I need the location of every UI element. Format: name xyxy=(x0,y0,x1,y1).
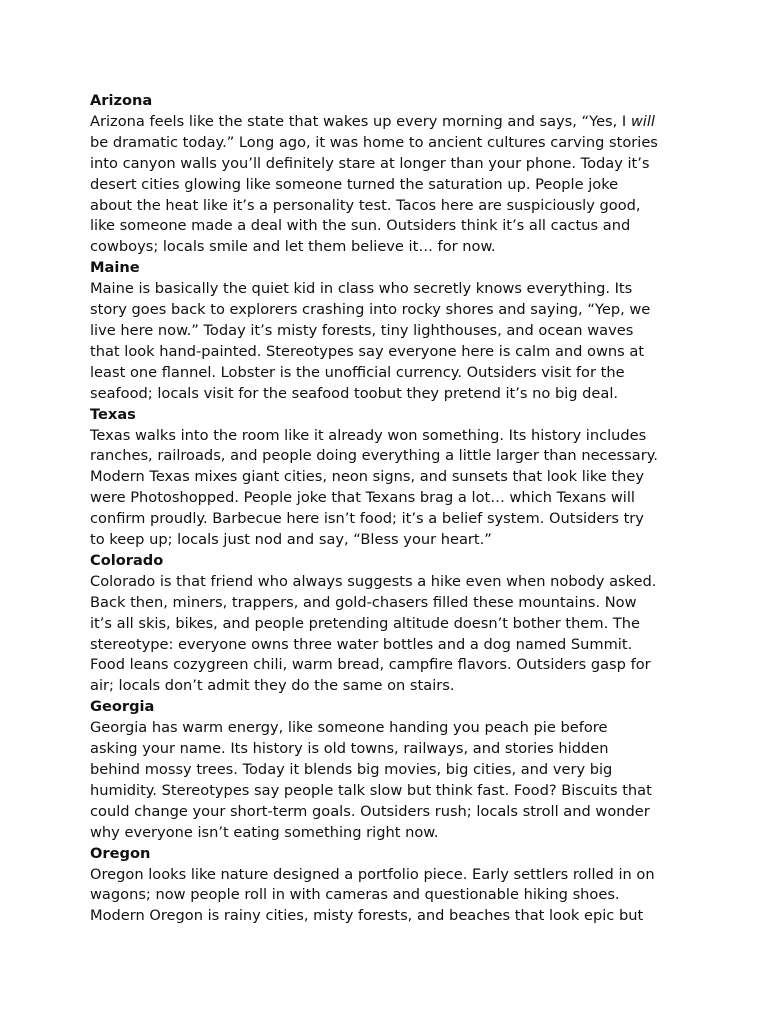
paragraph-line xyxy=(90,509,690,530)
line-text: stereotype: everyone owns three water bottles and a dog named Summit. xyxy=(90,635,633,653)
line-text: Modern Texas mixes giant cities, neon signs, and sunsets that look like they xyxy=(90,468,644,486)
paragraph-line xyxy=(90,802,690,823)
line-text: into canyon walls you’ll definitely stare at longer than your phone. Today it’s xyxy=(90,154,650,172)
paragraph-line xyxy=(90,467,690,488)
paragraph-line xyxy=(90,321,690,342)
section-heading-texas: Texas xyxy=(90,405,136,423)
line-text: live here now.” Today it’s misty forests, tiny lighthouses, and ocean waves xyxy=(90,321,634,339)
line-text: be dramatic today.” Long ago, it was home to ancient cultures carving stories xyxy=(90,133,658,151)
section-heading-oregon: Oregon xyxy=(90,844,151,862)
section-heading-maine: Maine xyxy=(90,259,140,277)
paragraph-line xyxy=(90,593,690,614)
line-text: Oregon looks like nature designed a portfolio piece. Early settlers rolled in on xyxy=(90,865,655,883)
section-heading-colorado: Colorado xyxy=(90,551,164,569)
section-heading-georgia: Georgia xyxy=(90,698,155,716)
line-text: like someone made a deal with the sun. Outsiders think it’s all cactus and xyxy=(90,217,631,235)
section-paragraph-georgia xyxy=(90,718,690,843)
paragraph-line xyxy=(90,112,690,133)
paragraph-line xyxy=(90,196,690,217)
paragraph-line xyxy=(90,175,690,196)
paragraph-line xyxy=(90,446,690,467)
line-text: humidity. Stereotypes say people talk slow but think fast. Food? Biscuits that xyxy=(90,781,652,799)
line-text: asking your name. Its history is old towns, railways, and stories hidden xyxy=(90,740,609,758)
line-text: Georgia has warm energy, like someone handing you peach pie before xyxy=(90,719,608,737)
line-text: cowboys; locals smile and let them believe it… for now. xyxy=(90,238,496,256)
section-heading-arizona: Arizona xyxy=(90,92,153,109)
paragraph-line xyxy=(90,342,690,363)
line-text: could change your short-term goals. Outsiders rush; locals stroll and wonder xyxy=(90,802,650,820)
paragraph-line xyxy=(90,572,690,593)
line-text: story goes back to explorers crashing into rocky shores and saying, “Yep, we xyxy=(90,301,651,319)
paragraph-line xyxy=(90,906,690,927)
line-text: about the heat like it’s a personality test. Tacos here are suspiciously good, xyxy=(90,196,641,214)
paragraph-line xyxy=(90,614,690,635)
line-text: Food leans cozygreen chili, warm bread, campfire flavors. Outsiders gasp for xyxy=(90,656,651,674)
paragraph-line xyxy=(90,300,690,321)
paragraph-line xyxy=(90,384,690,405)
line-text: confirm proudly. Barbecue here isn’t food; it’s a belief system. Outsiders try xyxy=(90,510,644,528)
line-text: were Photoshopped. People joke that Texans brag a lot… which Texans will xyxy=(90,489,635,507)
paragraph-line xyxy=(90,279,690,300)
paragraph-line xyxy=(90,885,690,906)
line-text: to keep up; locals just nod and say, “Bless your heart.” xyxy=(90,531,492,549)
paragraph-line xyxy=(90,865,690,886)
paragraph-line xyxy=(90,739,690,760)
line-text: behind mossy trees. Today it blends big movies, big cities, and very big xyxy=(90,761,613,778)
line-text: wagons; now people roll in with cameras and questionable hiking shoes. xyxy=(90,886,620,904)
section-paragraph-texas xyxy=(90,426,690,551)
line-text: seafood; locals visit for the seafood toobut they pretend it’s no big deal. xyxy=(90,384,619,402)
paragraph-line xyxy=(90,823,690,844)
paragraph-line xyxy=(90,635,690,656)
paragraph-line xyxy=(90,237,690,258)
line-text: Modern Oregon is rainy cities, misty forests, and beaches that look epic but xyxy=(90,907,644,925)
paragraph-line xyxy=(90,530,690,551)
paragraph-line xyxy=(90,363,690,384)
document-page xyxy=(90,91,690,927)
line-text: Maine is basically the quiet kid in class who secretly knows everything. Its xyxy=(90,280,633,298)
line-text: why everyone isn’t eating something right now. xyxy=(90,823,439,841)
section-paragraph-oregon xyxy=(90,865,690,928)
line-text: it’s all skis, bikes, and people pretending altitude doesn’t bother them. The xyxy=(90,614,641,632)
paragraph-line xyxy=(90,426,690,447)
line-text: Arizona feels like the state that wakes up every morning and says, “Yes, I xyxy=(90,112,631,130)
paragraph-line xyxy=(90,781,690,802)
paragraph-line xyxy=(90,718,690,739)
line-text: Back then, miners, trappers, and gold-chasers filled these mountains. Now xyxy=(90,593,637,611)
paragraph-line xyxy=(90,133,690,154)
line-text: ranches, railroads, and people doing everything a little larger than necessary. xyxy=(90,447,658,465)
section-paragraph-maine xyxy=(90,279,690,404)
section-paragraph-arizona xyxy=(90,112,690,258)
section-paragraph-colorado xyxy=(90,572,690,697)
line-text: desert cities glowing like someone turned the saturation up. People joke xyxy=(90,175,619,193)
paragraph-line xyxy=(90,154,690,175)
line-text: that look hand-painted. Stereotypes say everyone here is calm and owns at xyxy=(90,342,645,360)
line-text: Colorado is that friend who always suggests a hike even when nobody asked. xyxy=(90,572,657,590)
line-text: air; locals don’t admit they do the same on stairs. xyxy=(90,677,455,695)
paragraph-line xyxy=(90,760,690,781)
emphasized-text: will xyxy=(630,112,655,130)
paragraph-line xyxy=(90,488,690,509)
line-text: least one flannel. Lobster is the unofficial currency. Outsiders visit for the xyxy=(90,363,625,381)
paragraph-line xyxy=(90,216,690,237)
paragraph-line xyxy=(90,655,690,676)
paragraph-line xyxy=(90,676,690,697)
line-text: Texas walks into the room like it already won something. Its history includes xyxy=(90,426,647,444)
